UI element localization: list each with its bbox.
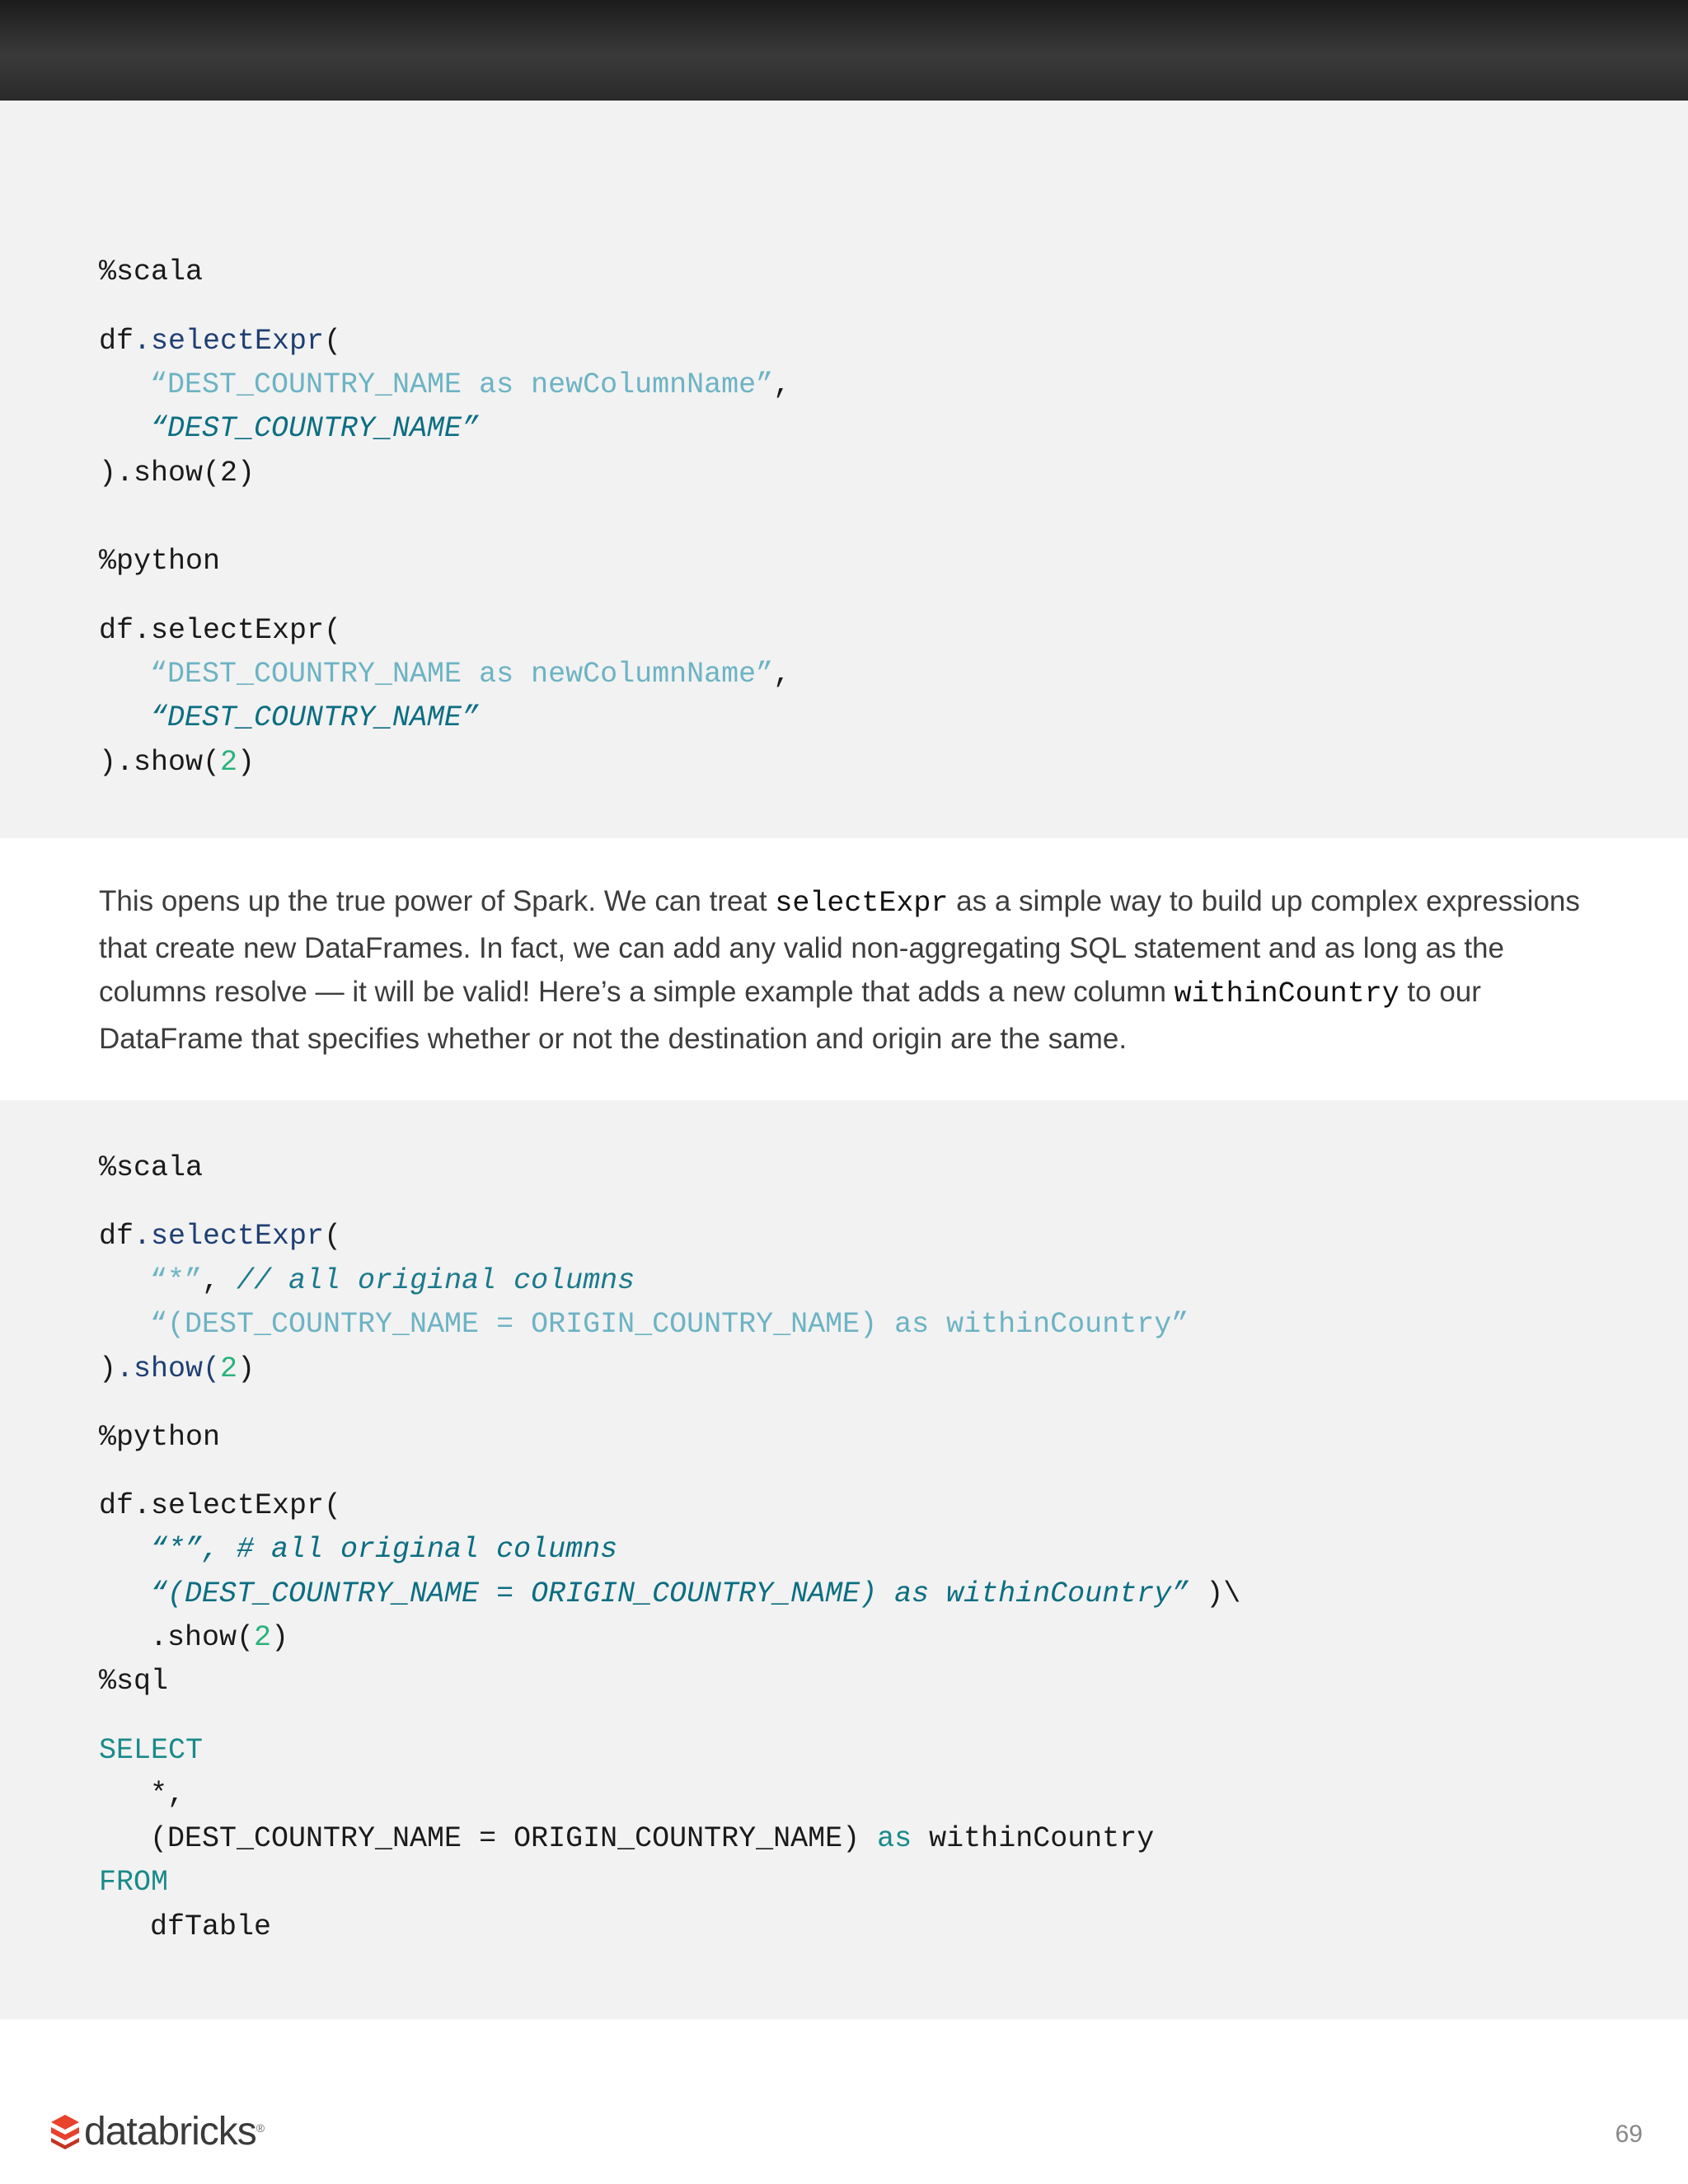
code-line: “DEST_COUNTRY_NAME” [150, 412, 480, 445]
code-block-1 [0, 101, 1688, 838]
registered-mark: ® [256, 2121, 265, 2135]
sql-keyword: FROM [99, 1866, 169, 1899]
code-line: df.selectExpr( [99, 325, 342, 358]
python-tag: %python [99, 1421, 221, 1454]
code-line: “(DEST_COUNTRY_NAME = ORIGIN_COUNTRY_NAME) as withinCountry” )\ [150, 1577, 1241, 1610]
code-line: *, [150, 1778, 185, 1811]
databricks-logo [49, 2107, 265, 2156]
header-bar [0, 0, 1688, 101]
code-line: ).show(2) [99, 1352, 256, 1385]
sql-tag: %sql [99, 1665, 169, 1698]
code-line: ).show(2) [99, 746, 256, 779]
body-paragraph: This opens up the true power of Spark. We can treat selectExpr as a simple way to build up complex expressions that create new DataFrames. In fact, we can add any valid non-aggregating SQL statement and as long as the columns resolve — it will be valid! Here’s a simple example that adds a new column withinCountry to our DataFrame that specifies whether or not the destination and origin are the same. [99, 885, 1580, 1055]
code-block-2 [0, 1100, 1688, 2019]
logo-text: databricks [84, 2109, 256, 2154]
code-line: (DEST_COUNTRY_NAME = ORIGIN_COUNTRY_NAME) as withinCountry [150, 1822, 1155, 1855]
code-line: “DEST_COUNTRY_NAME as newColumnName”, [150, 368, 791, 401]
inline-code: selectExpr [775, 887, 949, 920]
code-line: “DEST_COUNTRY_NAME as newColumnName”, [150, 658, 791, 691]
python-tag: %python [99, 545, 221, 578]
scala-tag: %scala [99, 1151, 204, 1184]
sql-keyword: SELECT [99, 1734, 204, 1767]
code-line: ).show(2) [99, 457, 256, 490]
code-line: df.selectExpr( [99, 614, 342, 647]
code-line: “DEST_COUNTRY_NAME” [150, 701, 480, 734]
page-number: 69 [1615, 2121, 1643, 2148]
code-line: “(DEST_COUNTRY_NAME = ORIGIN_COUNTRY_NAME) as withinCountry” [150, 1308, 1189, 1341]
code-line: .show(2) [150, 1621, 289, 1654]
databricks-icon [49, 2113, 81, 2149]
code-line: dfTable [150, 1910, 272, 1943]
code-line: “*”, # all original columns [150, 1533, 618, 1566]
code-line: df.selectExpr( [99, 1220, 342, 1253]
inline-code: withinCountry [1174, 977, 1400, 1010]
scala-tag: %scala [99, 255, 204, 288]
code-line: “*”, // all original columns [150, 1264, 635, 1297]
code-line: df.selectExpr( [99, 1489, 342, 1522]
